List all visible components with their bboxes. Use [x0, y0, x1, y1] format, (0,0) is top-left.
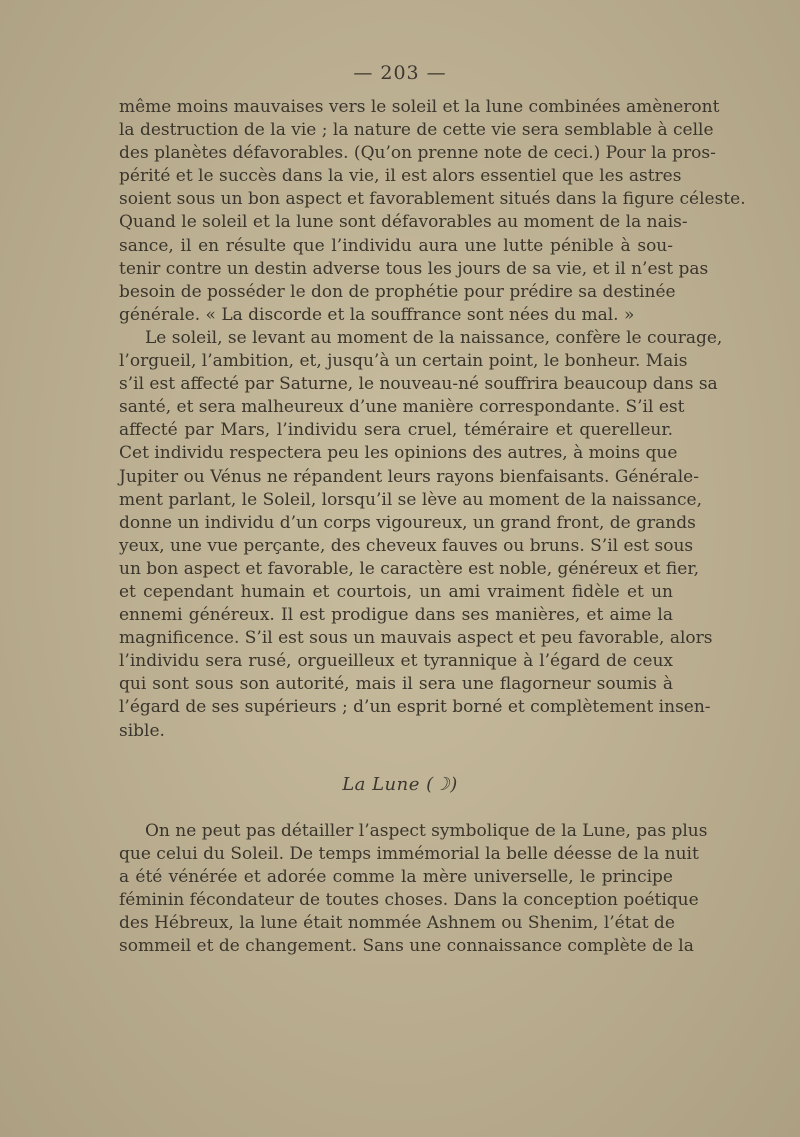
text-line: que celui du Soleil. De temps immémorial la belle déesse de la nuit [119, 844, 699, 865]
text-line: Quand le soleil et la lune sont défavorables au moment de la nais- [119, 212, 688, 233]
text-line: périté et le succès dans la vie, il est alors essentiel que les astres [119, 166, 682, 187]
text-line: des planètes défavorables. (Qu’on prenne note de ceci.) Pour la pros- [119, 143, 716, 164]
text-line: a été vénérée et adorée comme la mère universelle, le principe [119, 867, 673, 888]
text-line: des Hébreux, la lune était nommée Ashnem ou Shenim, l’état de [119, 913, 675, 934]
text-line: l’orgueil, l’ambition, et, jusqu’à un certain point, le bonheur. Mais [119, 351, 688, 372]
section-heading-moon: La Lune (☽) [342, 774, 458, 795]
text-line: Jupiter ou Vénus ne répandent leurs rayons bienfaisants. Générale- [119, 466, 699, 487]
text-line: Le soleil, se levant au moment de la naissance, confère le courage, [145, 327, 723, 348]
text-line: affecté par Mars, l’individu sera cruel, téméraire et querelleur. [119, 420, 673, 441]
text-line: même moins mauvaises vers le soleil et la lune combinées amèneront [119, 97, 720, 117]
paragraph-moon [119, 820, 708, 959]
text-line: sible. [119, 720, 165, 741]
text-line: et cependant humain et courtois, un ami vraiment fidèle et un [119, 581, 673, 602]
text-line: Cet individu respectera peu les opinions des autres, à moins que [119, 443, 678, 464]
page-number: — 203 — [353, 62, 447, 84]
text-line: la destruction de la vie ; la nature de cette vie sera semblable à celle [119, 120, 714, 141]
text-line: donne un individu d’un corps vigoureux, un grand front, de grands [119, 512, 696, 533]
text-line: sance, il en résulte que l’individu aura une lutte pénible à sou- [119, 235, 673, 256]
text-line: On ne peut pas détailler l’aspect symbolique de la Lune, pas plus [145, 821, 708, 841]
text-line: s’il est affecté par Saturne, le nouveau-né souffrira beaucoup dans sa [119, 374, 718, 395]
text-line: l’égard de ses supérieurs ; d’un esprit borné et complètement insen- [119, 697, 711, 718]
text-line: féminin fécondateur de toutes choses. Dans la conception poétique [119, 890, 699, 911]
text-line: soient sous un bon aspect et favorablement situés dans la figure céleste. [119, 189, 746, 210]
text-line: qui sont sous son autorité, mais il sera une flagorneur soumis à [119, 674, 673, 695]
text-line: magnificence. S’il est sous un mauvais aspect et peu favorable, alors [119, 628, 713, 649]
text-line: ment parlant, le Soleil, lorsqu’il se lève au moment de la naissance, [119, 489, 702, 510]
text-line: l’individu sera rusé, orgueilleux et tyrannique à l’égard de ceux [119, 651, 673, 672]
text-line: besoin de posséder le don de prophétie pour prédire sa destinée [119, 281, 676, 302]
text-line: générale. « La discorde et la souffrance sont nées du mal. » [119, 304, 635, 325]
paragraph-sun [119, 96, 746, 743]
text-line: sommeil et de changement. Sans une connaissance complète de la [119, 936, 694, 957]
text-line: ennemi généreux. Il est prodigue dans ses manières, et aime la [119, 605, 673, 626]
text-line: un bon aspect et favorable, le caractère est noble, généreux et fier, [119, 558, 699, 579]
text-line: yeux, une vue perçante, des cheveux fauves ou bruns. S’il est sous [119, 535, 694, 556]
text-line: santé, et sera malheureux d’une manière correspondante. S’il est [119, 397, 685, 418]
text-line: tenir contre un destin adverse tous les jours de sa vie, et il n’est pas [119, 258, 709, 279]
